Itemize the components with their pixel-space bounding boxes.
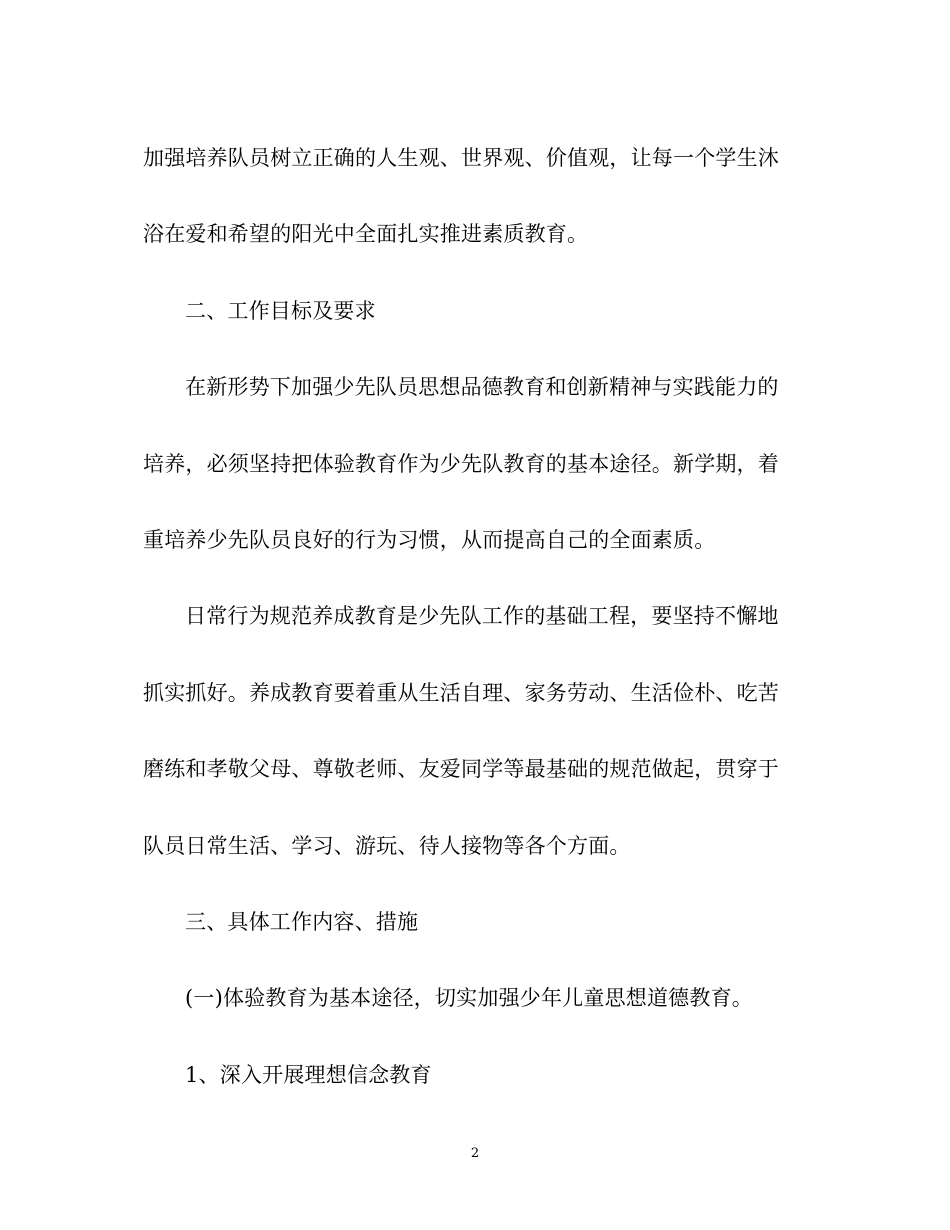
page-number: 2	[470, 1146, 480, 1161]
paragraph-line: 抓实抓好。养成教育要着重从生活自理、家务劳动、生活俭朴、吃苦	[143, 680, 779, 705]
paragraph-line: 浴在爱和希望的阳光中全面扎实推进素质教育。	[143, 222, 589, 247]
subsection-heading: (一)体验教育为基本途径，切实加强少年儿童思想道德教育。	[185, 986, 753, 1011]
section-heading: 三、具体工作内容、措施	[185, 909, 419, 934]
paragraph-line: 磨练和孝敬父母、尊敬老师、友爱同学等最基础的规范做起，贯穿于	[143, 757, 779, 782]
paragraph-line: 队员日常生活、学习、游玩、待人接物等各个方面。	[143, 833, 631, 858]
paragraph-line: 加强培养队员树立正确的人生观、世界观、价值观，让每一个学生沐	[143, 146, 779, 170]
item-heading: 1、深入开展理想信念教育	[185, 1062, 432, 1087]
document-body	[143, 137, 803, 1130]
paragraph-line: 日常行为规范养成教育是少先队工作的基础工程，要坚持不懈地	[185, 604, 779, 629]
paragraph-line: 培养，必须坚持把体验教育作为少先队教育的基本途径。新学期，着	[143, 451, 779, 476]
paragraph-line: 在新形势下加强少先队员思想品德教育和创新精神与实践能力的	[185, 375, 779, 400]
section-heading: 二、工作目标及要求	[185, 298, 376, 323]
paragraph-line: 重培养少先队员良好的行为习惯，从而提高自己的全面素质。	[143, 527, 716, 552]
